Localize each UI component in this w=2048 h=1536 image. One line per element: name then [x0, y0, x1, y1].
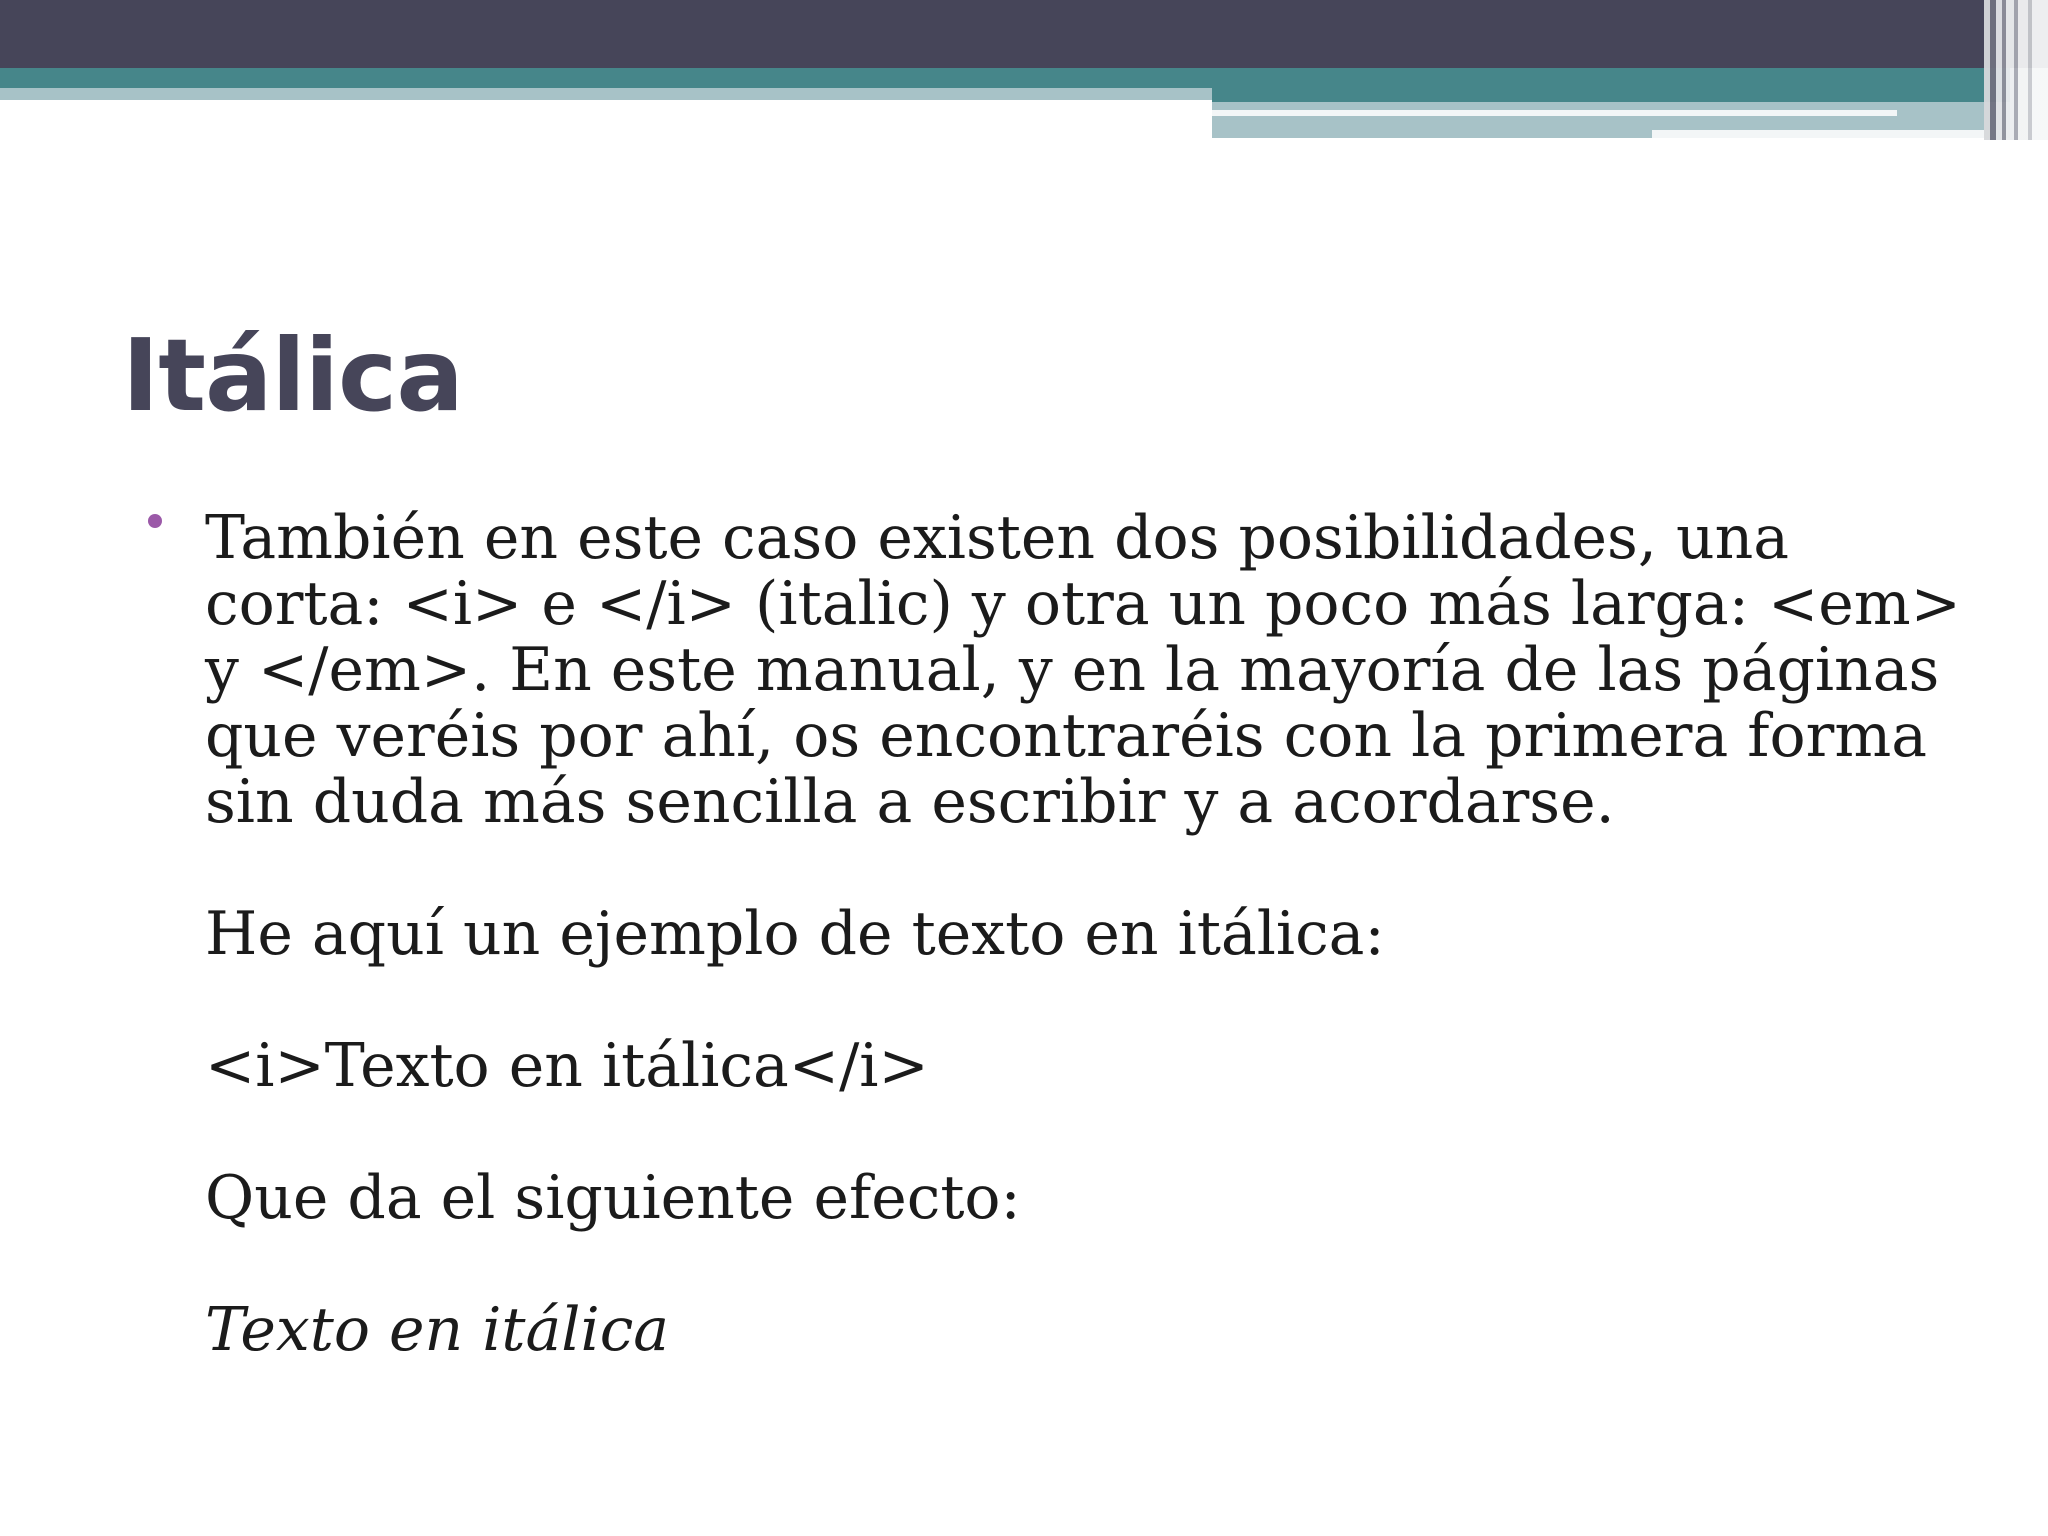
paragraph-line: corta: <i> e </i> (italic) y otra un poco más larga: <em>: [205, 569, 1961, 639]
example-code: <i>Texto en itálica</i>: [205, 1031, 929, 1101]
header-dark-band: [0, 0, 2048, 68]
slide-title: Itálica: [122, 317, 463, 434]
main-paragraph: [205, 505, 2005, 835]
bullet-icon: [148, 514, 162, 528]
example-intro: He aquí un ejemplo de texto en itálica:: [205, 899, 1385, 969]
header-right-teal-block: [1212, 88, 2010, 102]
paragraph-line: que veréis por ahí, os encontraréis con la primera forma: [205, 701, 1927, 771]
effect-result: Texto en itálica: [205, 1295, 670, 1365]
header-decor-line: [1212, 110, 1897, 116]
effect-intro: Que da el siguiente efecto:: [205, 1163, 1021, 1233]
header-light-strip: [0, 88, 1212, 100]
header-decor-line: [1652, 130, 2010, 138]
header-vertical-bars: [1984, 0, 2048, 140]
slide-body: [205, 505, 2005, 1363]
paragraph-line: y </em>. En este manual, y en la mayoría de las páginas: [205, 635, 1940, 705]
header-teal-band: [0, 68, 2010, 88]
paragraph-line: También en este caso existen dos posibilidades, una: [205, 503, 1790, 573]
paragraph-line: sin duda más sencilla a escribir y a acordarse.: [205, 767, 1615, 837]
